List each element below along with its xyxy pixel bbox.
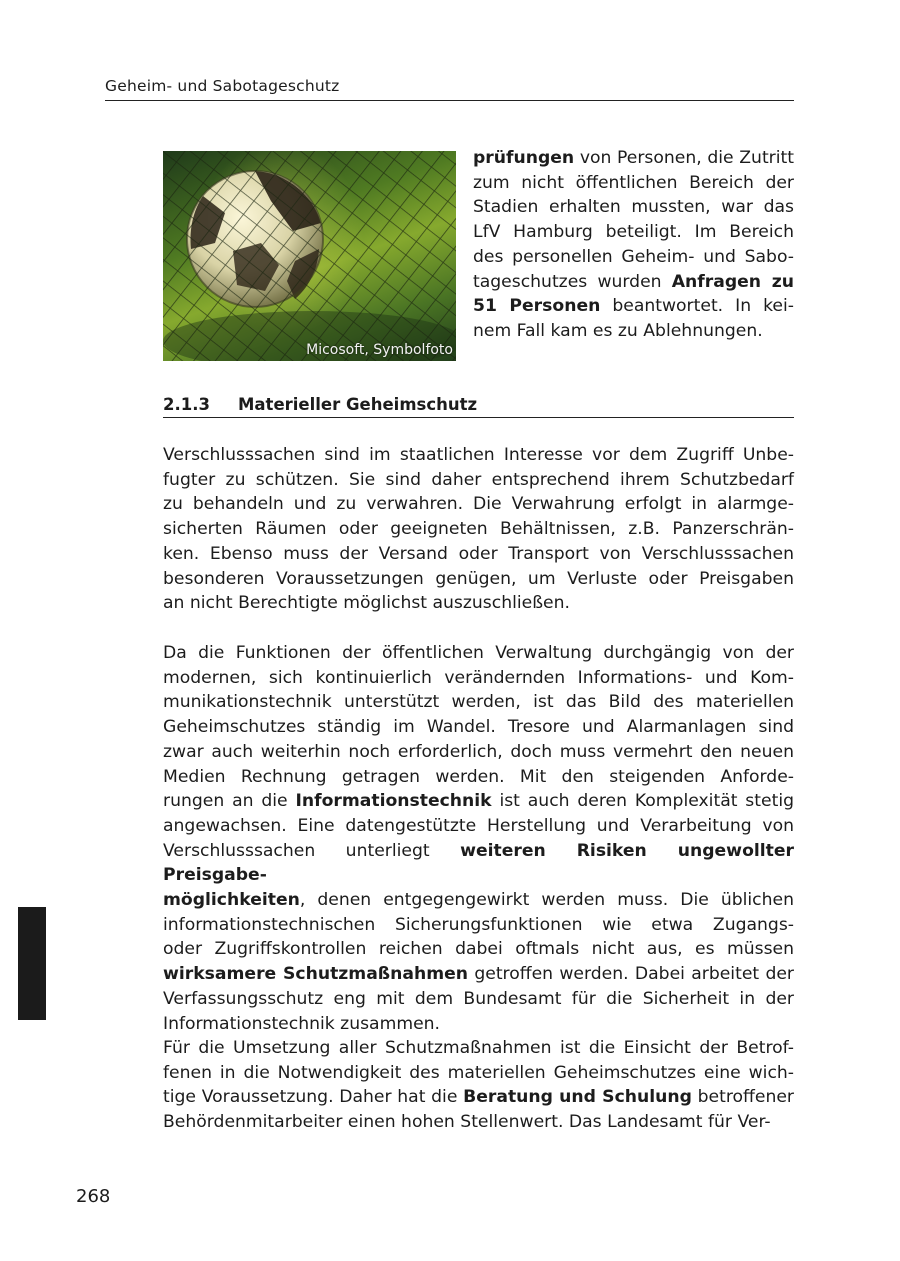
text-line — [163, 517, 794, 542]
text-run: oder Zugriffskontrollen reichen dabei oftmals nicht aus, es müssen — [163, 939, 794, 960]
text-run: sicherten Räumen oder geeigneten Behältnissen, z.B. Panzerschrän- — [163, 519, 794, 540]
text-line — [163, 740, 794, 765]
text-run: fenen in die Notwendigkeit des materiellen Geheimschutzes eine wich- — [163, 1062, 794, 1083]
text-line — [163, 492, 794, 517]
text-run: munikationstechnik unterstützt werden, ist das Bild des materiellen — [163, 692, 794, 713]
text-run: des personellen Geheim- und Sabo- — [473, 246, 794, 267]
text-run: Behördenmitarbeiter einen hohen Stellenwert. Das Landesamt für Ver- — [163, 1112, 771, 1133]
text-line — [163, 567, 794, 592]
text-run: modernen, sich kontinuierlich verändernden Informations- und Kom- — [163, 667, 794, 688]
text-run: nem Fall kam es zu Ablehnungen. — [473, 320, 763, 341]
bold-text-run: prüfungen — [473, 148, 575, 168]
text-run: ken. Ebenso muss der Versand oder Transport von Verschlusssachen — [163, 543, 794, 564]
text-run: angewachsen. Eine datengestützte Herstellung und Verarbeitung von — [163, 815, 794, 836]
text-run: informationstechnischen Sicherungsfunktionen wie etwa Zugangs- — [163, 914, 794, 935]
goal-net — [163, 151, 456, 361]
bold-text-run: wirksamere Schutzmaßnahmen — [163, 964, 469, 985]
text-run: Verfassungsschutz eng mit dem Bundesamt für die Sicherheit in der — [163, 988, 794, 1009]
text-run: Medien Rechnung getragen werden. Mit den steigenden Anforde- — [163, 766, 794, 787]
photo-illustration — [163, 151, 456, 361]
section-heading — [163, 393, 794, 418]
text-run: rungen an die — [163, 791, 296, 812]
text-run: zu behandeln und zu verwahren. Die Verwahrung erfolgt in alarmge- — [163, 494, 794, 515]
text-line — [473, 319, 794, 344]
bold-text-run: 51 Personen — [473, 296, 601, 317]
text-run: LfV Hamburg beteiligt. Im Bereich — [473, 222, 794, 243]
text-run: an nicht Berechtigte möglichst auszuschließen. — [163, 593, 570, 614]
text-run: zwar auch weiterhin noch erforderlich, doch muss vermehrt den neuen — [163, 741, 794, 762]
text-line — [163, 888, 794, 913]
photo-caption: Micosoft, Symbolfoto — [306, 342, 453, 358]
text-line — [163, 962, 794, 987]
section-number: 2.1.3 — [163, 395, 210, 414]
paragraph-informationstechnik — [163, 641, 794, 1036]
text-line — [473, 294, 794, 319]
bold-text-run: weiteren Risiken ungewollter Preisgabe- — [163, 840, 795, 886]
text-run: betroffener — [691, 1087, 794, 1108]
text-line — [163, 666, 794, 691]
text-line — [473, 245, 794, 270]
intro-paragraph — [473, 146, 794, 344]
text-line — [163, 468, 794, 493]
text-run: besonderen Voraussetzungen genügen, um Verluste oder Preisgaben — [163, 568, 794, 589]
text-line — [473, 146, 794, 171]
text-line — [163, 715, 794, 740]
text-run: tige Voraussetzung. Daher hat die — [163, 1087, 464, 1108]
text-line — [473, 195, 794, 220]
text-run: Geheimschutzes ständig im Wandel. Tresore und Alarmanlagen sind — [163, 717, 794, 738]
text-run: Verschlusssachen unterliegt — [163, 840, 461, 861]
paragraph-verwahrung — [163, 443, 794, 616]
text-line — [163, 641, 794, 666]
text-line — [163, 1061, 794, 1086]
text-line — [163, 1012, 794, 1037]
text-line — [163, 987, 794, 1012]
text-line — [163, 542, 794, 567]
text-line — [163, 1036, 794, 1061]
bold-text-run: Informationstechnik — [295, 791, 492, 812]
text-line — [163, 1110, 794, 1135]
text-line — [163, 789, 794, 814]
text-line — [163, 765, 794, 790]
text-run: , denen entgegengewirkt werden muss. Die üblichen — [299, 890, 794, 911]
text-run: von Personen, die Zutritt — [574, 148, 794, 168]
chapter-thumb-tab — [18, 907, 46, 1020]
bold-text-run: möglichkeiten — [163, 890, 300, 911]
text-line — [163, 1085, 794, 1110]
text-run: ist auch deren Komplexität stetig — [491, 791, 794, 812]
text-run: Stadien erhalten mussten, war das — [473, 197, 794, 218]
text-line — [163, 591, 794, 616]
bold-text-run: Beratung und Schulung — [463, 1087, 692, 1108]
text-run: Für die Umsetzung aller Schutzmaßnahmen ist die Einsicht der Betrof- — [163, 1038, 794, 1058]
text-line — [163, 443, 794, 468]
text-line — [163, 913, 794, 938]
text-run: tageschutzes wurden — [473, 271, 672, 292]
text-run: fugter zu schützen. Sie sind daher entsprechend ihrem Schutzbedarf — [163, 469, 794, 490]
page-number: 268 — [76, 1186, 111, 1207]
text-line — [473, 171, 794, 196]
text-run: getroffen werden. Dabei arbeitet der — [468, 964, 794, 985]
text-run: beantwortet. In kei- — [600, 296, 794, 317]
text-line — [473, 220, 794, 245]
text-line — [163, 814, 794, 839]
text-line — [473, 270, 794, 295]
text-run: Verschlusssachen sind im staatlichen Interesse vor dem Zugriff Unbe- — [163, 445, 794, 465]
text-line — [163, 937, 794, 962]
text-run: zum nicht öffentlichen Bereich der — [473, 172, 794, 193]
running-header: Geheim- und Sabotageschutz — [105, 76, 794, 101]
soccer-ball-in-net-photo — [163, 151, 456, 361]
text-line — [163, 839, 794, 888]
section-title: Materieller Geheimschutz — [238, 395, 478, 414]
text-run: Da die Funktionen der öffentlichen Verwaltung durchgängig von der — [163, 643, 794, 663]
paragraph-beratung — [163, 1036, 794, 1135]
text-run: Informationstechnik zusammen. — [163, 1013, 441, 1034]
text-line — [163, 690, 794, 715]
bold-text-run: Anfragen zu — [671, 271, 794, 292]
